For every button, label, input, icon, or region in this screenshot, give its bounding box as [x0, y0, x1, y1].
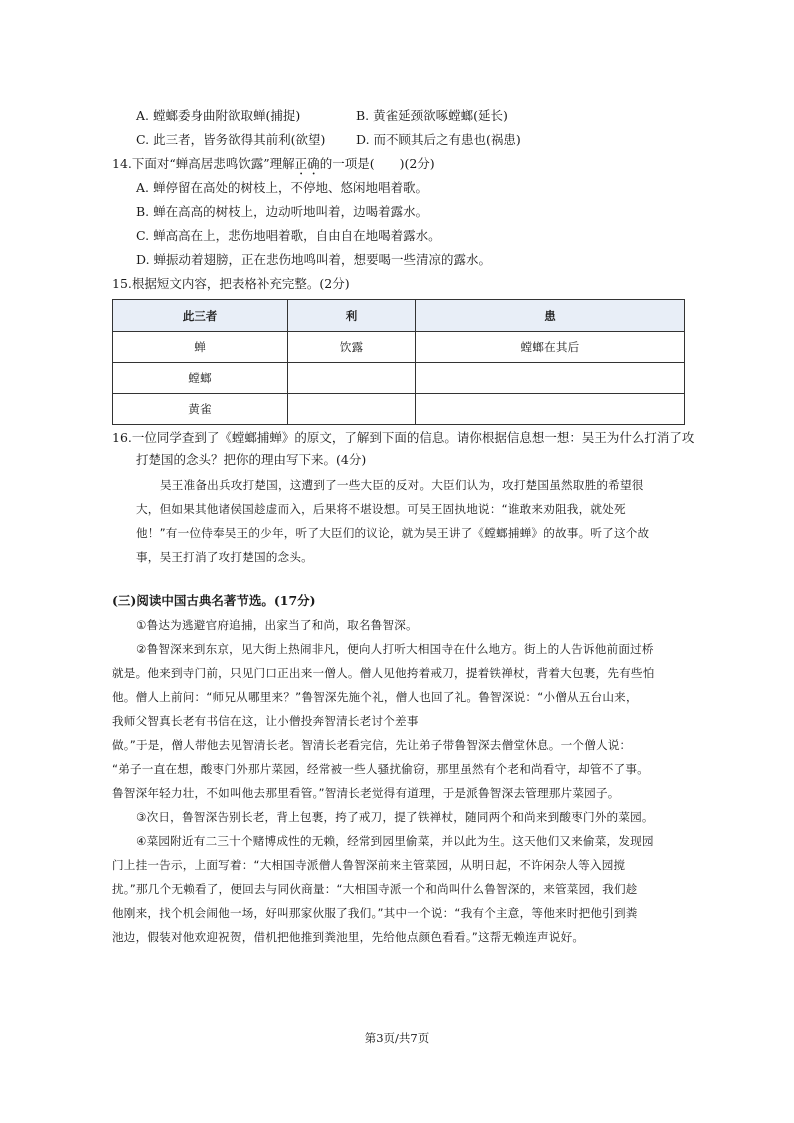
q16-passage-line: 他！”有一位侍奉吴王的少年，听了大臣们的议论，就为吴王讲了《螳螂捕蝉》的故事。听了这个故: [136, 526, 650, 540]
table-header-cell: 此三者: [113, 300, 288, 332]
table-cell: 黄雀: [113, 394, 288, 425]
table-header-cell: 利: [288, 300, 416, 332]
q15-question: 15.根据短文内容，把表格补充完整。(2分): [112, 276, 350, 291]
answer-blank-cell[interactable]: [416, 394, 685, 425]
page-number: 第3页/共7页: [364, 1031, 430, 1045]
q14-option-c: C. 蝉高高在上，悲伤地唱着歌，自由自在地喝着露水。: [136, 228, 441, 243]
answer-blank-cell[interactable]: [416, 363, 685, 394]
table-cell: 螳螂在其后: [416, 332, 685, 363]
passage-line: 我师父智真长老有书信在这，让小僧投奔智清长老讨个差事: [112, 714, 419, 728]
passage-line: 就是。他来到寺门前，只见门口正出来一僧人。僧人见他挎着戒刀，提着铁禅杖，背着大包裹，先有些怕: [112, 666, 655, 680]
q13-option-a: A. 螳螂委身曲附欲取蝉(捕捉): [136, 108, 301, 123]
passage-line: ②鲁智深来到东京，见大街上热闹非凡，便向人打听大相国寺在什么地方。街上的人告诉他前面过桥: [136, 642, 654, 656]
q14-option-b: B. 蝉在高高的树枝上，边动听地叫着，边喝着露水。: [136, 204, 429, 219]
table-header-row: [113, 300, 685, 332]
table-cell: 蝉: [113, 332, 288, 363]
q15-table: [112, 299, 685, 425]
q14-question-pre: 14.下面对“蝉高居悲鸣饮露”理解: [112, 156, 295, 171]
passage-line: 做。”于是，僧人带他去见智清长老。智清长老看完信，先让弟子带鲁智深去僧堂休息。一个僧人说：: [112, 738, 632, 752]
passage-line: 他刚来，找个机会闹他一场，好叫那家伙服了我们。”其中一个说：“我有个主意，等他来时把他引到粪: [112, 906, 638, 920]
q13-option-d: D. 而不顾其后之有患也(祸患): [356, 132, 521, 147]
q14-question-post: 的一项是( )(2分): [319, 156, 435, 171]
passage-line: ①鲁达为逃避官府追捕，出家当了和尚，取名鲁智深。: [136, 618, 418, 632]
q13-option-c: C. 此三者，皆务欲得其前利(欲望): [136, 132, 326, 147]
q16-question-line1: 16.一位同学查到了《螳螂捕蝉》的原文，了解到下面的信息。请你根据信息想一想：吴王为什么打消了攻: [112, 430, 695, 445]
passage-line: 鲁智深年轻力壮，不如叫他去那里看管。”智清长老觉得有道理，于是派鲁智深去管理那片菜园子。: [112, 786, 620, 800]
q16-passage-line: 吴王准备出兵攻打楚国，这遭到了一些大臣的反对。大臣们认为，攻打楚国虽然取胜的希望很: [160, 478, 644, 492]
table-row: [113, 394, 685, 425]
table-row: [113, 363, 685, 394]
answer-blank-cell[interactable]: [288, 363, 416, 394]
passage-line: ③次日，鲁智深告别长老，背上包裹，挎了戒刀，提了铁禅杖，随同两个和尚来到酸枣门外的菜园。: [136, 810, 654, 824]
passage-line: 他。僧人上前问：“师兄从哪里来？”鲁智深先施个礼，僧人也回了礼。鲁智深说：“小僧从五台山来，: [112, 690, 638, 704]
answer-blank-cell[interactable]: [288, 394, 416, 425]
table-header-cell: 患: [416, 300, 685, 332]
table-cell: 螳螂: [113, 363, 288, 394]
passage-line: “弟子一直在想，酸枣门外那片菜园，经常被一些人骚扰偷窃，那里虽然有个老和尚看守，却管不了事。: [112, 762, 649, 776]
q14-option-d: D. 蝉振动着翅膀，正在悲伤地鸣叫着，想要喝一些清凉的露水。: [136, 252, 492, 267]
passage-line: 门上挂一告示，上面写着：“大相国寺派僧人鲁智深前来主管菜园，从明日起，不许闲杂人等入园搅: [112, 858, 626, 872]
q16-passage-line: 事，吴王打消了攻打楚国的念头。: [136, 550, 313, 564]
q14-question: [112, 155, 435, 178]
q13-option-b: B. 黄雀延颈欲啄螳螂(延长): [356, 108, 508, 123]
q16-passage-line: 大，但如果其他诸侯国趁虚而入，后果将不堪设想。可吴王固执地说：“谁敢来劝阻我，就处死: [136, 502, 626, 516]
section-3-title: (三)阅读中国古典名著节选。(17分): [112, 593, 316, 608]
q14-option-a: A. 蝉停留在高处的树枝上，不停地、悠闲地唱着歌。: [136, 180, 428, 195]
table-row: [113, 332, 685, 363]
q14-question-emphasis: 正确: [294, 156, 320, 171]
passage-line: 池边，假装对他欢迎祝贺，借机把他推到粪池里，先给他点颜色看看。”这帮无赖连声说好。: [112, 930, 585, 944]
table-cell: 饮露: [288, 332, 416, 363]
passage-line: 扰。”那几个无赖看了，便回去与同伙商量：“大相国寺派一个和尚叫什么鲁智深的，来管菜园，我们趁: [112, 882, 638, 896]
q16-question-line2: 打楚国的念头？把你的理由写下来。(4分): [136, 452, 367, 467]
passage-line: ④菜园附近有二三十个赌博成性的无赖，经常到园里偷菜，并以此为生。这天他们又来偷菜，发现园: [136, 834, 654, 848]
